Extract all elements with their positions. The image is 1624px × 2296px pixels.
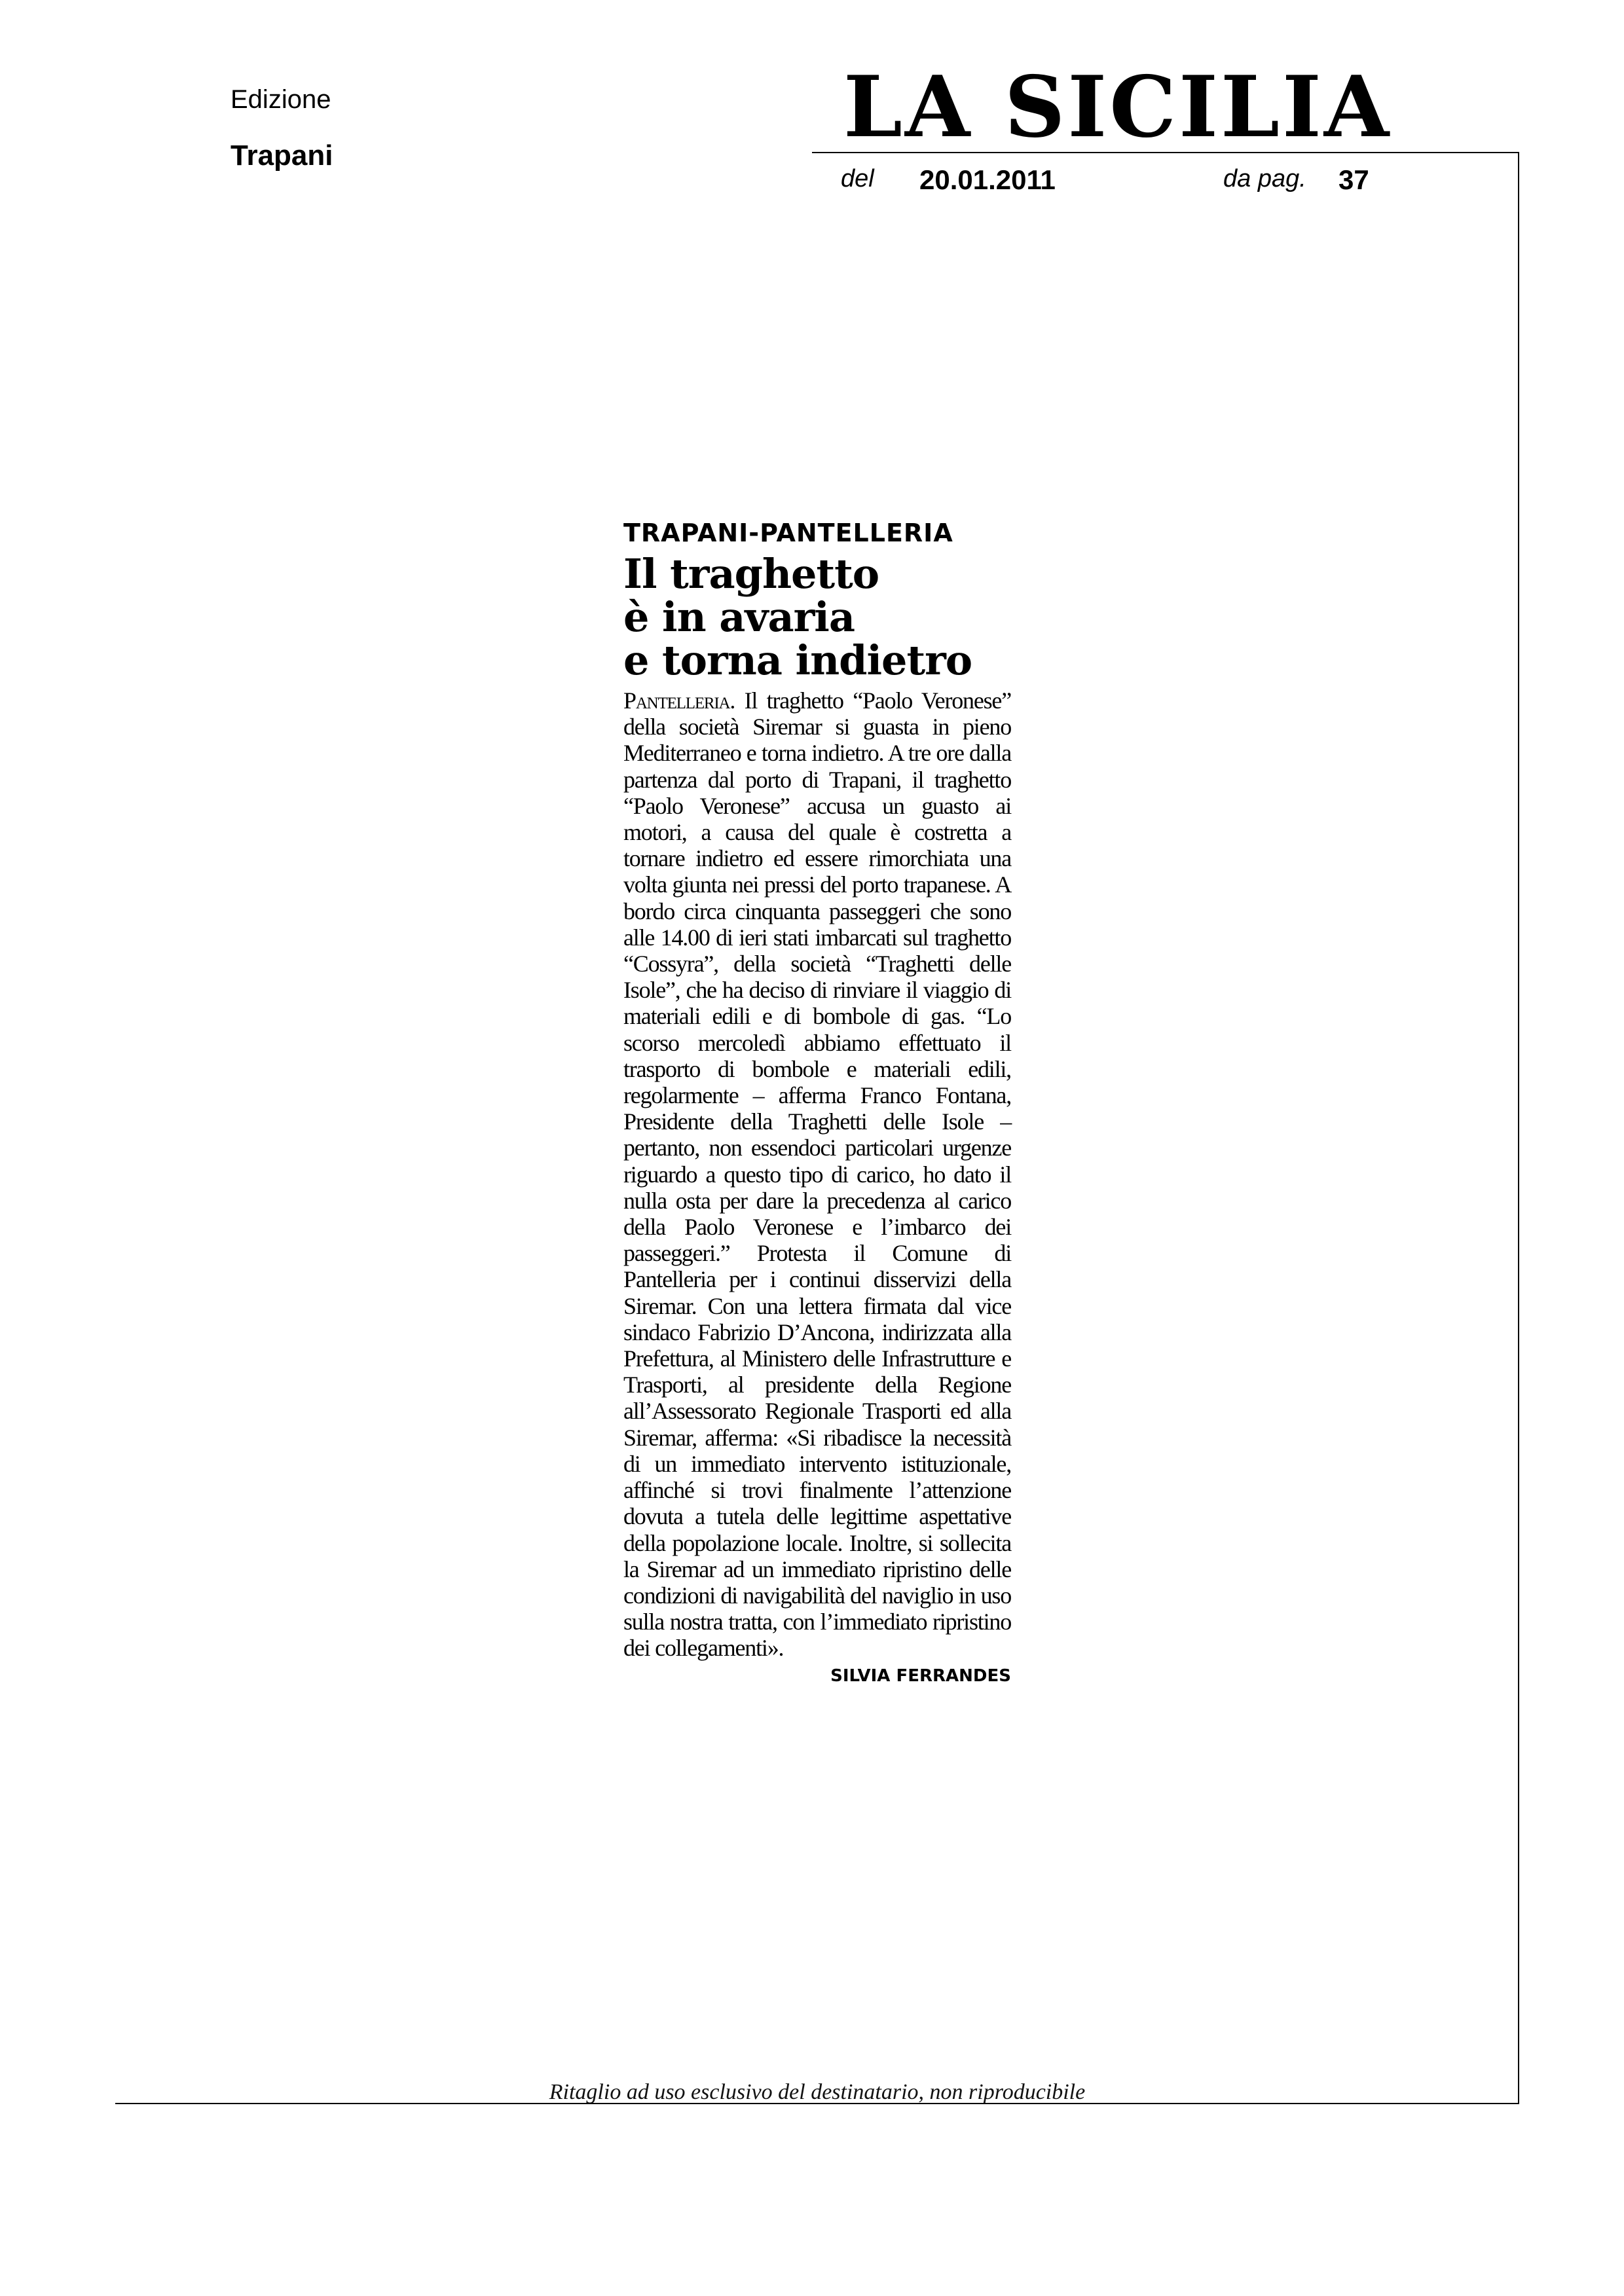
footer-disclaimer: Ritaglio ad uso esclusivo del destinatario, non riproducibile — [549, 2080, 1086, 2104]
headline-line: è in avaria — [623, 593, 855, 641]
article-kicker: TRAPANI-PANTELLERIA — [623, 519, 953, 547]
headline-line: e torna indietro — [623, 636, 972, 684]
article-headline — [623, 550, 1011, 684]
publication-date: 20.01.2011 — [919, 164, 1056, 195]
frame-top-rule — [812, 152, 1519, 153]
edition-label: Edizione — [231, 85, 331, 114]
headline-line: Il traghetto — [623, 550, 879, 598]
date-prefix-label: del — [841, 165, 874, 192]
page-prefix-label: da pag. — [1223, 165, 1306, 192]
newspaper-masthead: LA SICILIA — [843, 58, 1392, 156]
frame-right-rule — [1518, 152, 1519, 2103]
article-clipping — [623, 517, 1011, 1689]
article-dateline: Pantelleria — [623, 687, 730, 714]
article-body-text: . Il traghetto “Paolo Veronese” della società Siremar si guasta in pieno Mediterraneo e torna indietro. A tre ore dalla partenza dal porto di Trapani, il traghetto “Paolo Veronese” accusa un guasto ai motori, a causa del quale è costretta a tornare indietro ed essere rimorchiata una volta giunta nei pressi del porto trapanese. A bordo circa cinquanta passeggeri che sono alle 14.00 di ieri stati imbarcati sul traghetto “Cossyra”, della società “Traghetti delle Isole”, che ha deciso di rinviare il viaggio di materiali edili e di bombole di gas. “Lo scorso mercoledì abbiamo effettuato il trasporto di bombole e materiali edili, regolarmente – afferma Franco Fontana, Presidente della Traghetti delle Isole – pertanto, non essendoci particolari urgenze riguardo a questo tipo di carico, ho dato il nulla osta per dare la precedenza al carico della Paolo Veronese e l’imbarco dei passeggeri.” Protesta il Comune di Pantelleria per i continui disservizi della Siremar. Con una lettera firmata dal vice sindaco Fabrizio D’Ancona, indirizzata alla Prefettura, al Ministero delle Infrastrutture e Trasporti, al presidente della Regione all’Assessorato Regionale Trasporti ed alla Siremar, afferma: «Si ribadisce la necessità di un immediato intervento istituzionale, affinché si trovi finalmente l’attenzione dovuta a tutela delle legittime aspettative della popolazione locale. Inoltre, si sollecita la Siremar ad un immediato ripristino delle condizioni di navigabilità del naviglio in uso sulla nostra tratta, con l’immediato ripristino dei collegamenti». — [623, 687, 1011, 1662]
page-number: 37 — [1338, 164, 1369, 195]
article-body — [623, 687, 1011, 1662]
article-byline: SILVIA FERRANDES — [830, 1666, 1011, 1686]
edition-name: Trapani — [231, 139, 333, 172]
